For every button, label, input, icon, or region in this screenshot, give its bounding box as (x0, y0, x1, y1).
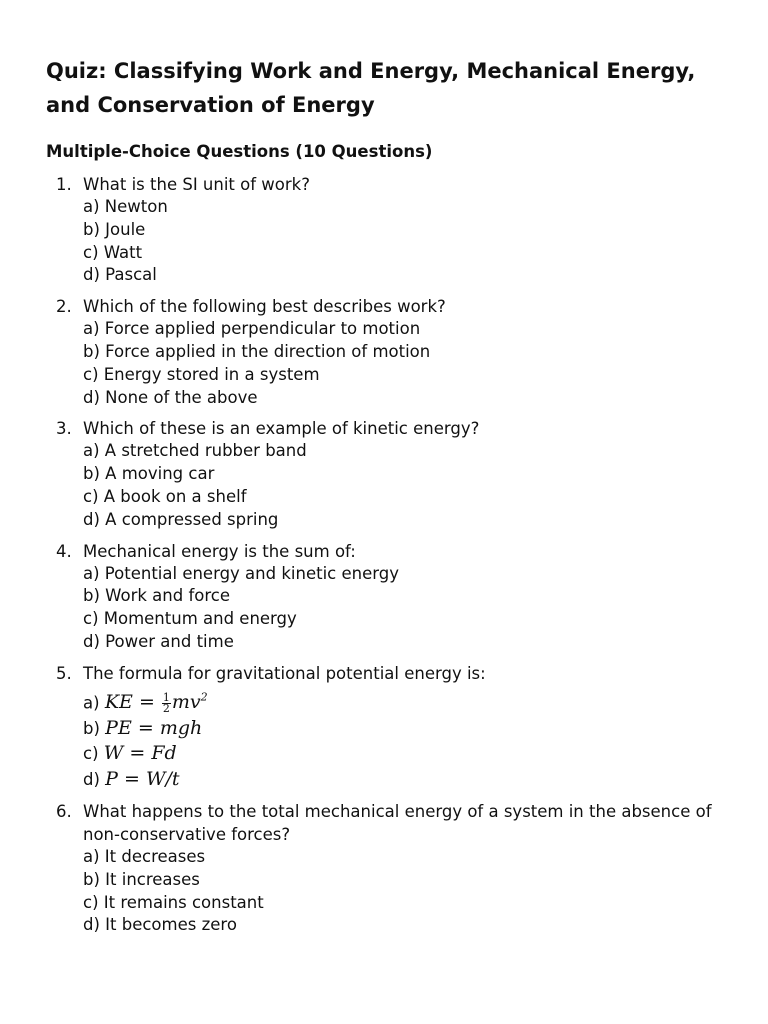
question-number: 6. (56, 802, 72, 822)
answer-option-formula (83, 741, 768, 767)
question-item (0, 800, 768, 937)
question-list (0, 173, 768, 945)
answer-option: d) A compressed spring (83, 509, 279, 529)
formula-equals: = (137, 716, 154, 739)
formula-equals: = (138, 691, 155, 714)
fraction-denominator: 2 (162, 701, 170, 715)
answer-option: c) Energy stored in a system (83, 364, 320, 384)
formula-lhs: PE (105, 716, 132, 739)
question-text: Which of the following best describes work? (83, 297, 446, 317)
answer-option: d) Pascal (83, 265, 157, 285)
question-text: What happens to the total mechanical energy of a system in the absence of non-conservative forces? (83, 802, 712, 845)
answer-option: d) It becomes zero (83, 915, 237, 935)
question-number: 5. (56, 663, 72, 683)
option-list (83, 846, 768, 937)
fraction (162, 690, 171, 715)
question-text: The formula for gravitational potential energy is: (83, 663, 486, 683)
question-number: 2. (56, 297, 72, 317)
formula (105, 717, 202, 739)
question-item (0, 295, 768, 409)
option-list (83, 318, 768, 409)
answer-option: c) A book on a shelf (83, 486, 247, 506)
formula-lhs: KE (104, 691, 133, 714)
option-prefix: c) (83, 744, 99, 764)
option-list (83, 196, 768, 287)
answer-option: b) Force applied in the direction of motion (83, 341, 431, 361)
question-number: 4. (56, 541, 72, 561)
answer-option: b) It increases (83, 869, 200, 889)
question-item (0, 417, 768, 531)
formula-exponent: 2 (200, 690, 208, 704)
page-title: Quiz: Classifying Work and Energy, Mechanical Energy, and Conservation of Energy (46, 59, 696, 117)
fraction-numerator: 1 (162, 690, 170, 704)
answer-option: a) It decreases (83, 847, 206, 867)
formula (104, 742, 177, 764)
question-number: 1. (56, 175, 72, 194)
formula-rhs: Fd (151, 742, 177, 765)
question-text: Which of these is an example of kinetic energy? (83, 419, 480, 439)
question-item (0, 662, 768, 792)
question-number: 3. (56, 419, 72, 439)
formula (105, 691, 208, 713)
answer-option: a) Newton (83, 197, 168, 216)
option-list (83, 563, 768, 654)
section-heading: Multiple-Choice Questions (10 Questions) (46, 142, 433, 161)
answer-option: a) Potential energy and kinetic energy (83, 563, 399, 583)
option-prefix: b) (83, 718, 100, 738)
formula-equals: = (129, 742, 146, 765)
answer-option: d) Power and time (83, 631, 234, 651)
question-text: What is the SI unit of work? (83, 175, 310, 194)
formula (105, 768, 179, 790)
answer-option-formula (83, 767, 768, 793)
answer-option: b) Work and force (83, 586, 231, 606)
formula-rhs: mv (171, 691, 201, 714)
formula-equals: = (124, 767, 140, 790)
formula-rhs: W/t (145, 767, 180, 790)
question-item (0, 540, 768, 654)
formula-lhs: P (105, 767, 118, 790)
formula-lhs: W (103, 742, 124, 765)
answer-option: a) A stretched rubber band (83, 441, 307, 461)
answer-option: c) Watt (83, 242, 143, 262)
answer-option: d) None of the above (83, 387, 258, 407)
answer-option-formula (83, 716, 768, 742)
option-list (83, 685, 768, 792)
answer-option: b) A moving car (83, 464, 215, 484)
answer-option: c) Momentum and energy (83, 609, 297, 629)
option-prefix: d) (83, 769, 100, 789)
answer-option: c) It remains constant (83, 892, 264, 912)
option-list (83, 440, 768, 531)
answer-option-formula (83, 685, 768, 716)
question-item (0, 173, 768, 287)
question-text: Mechanical energy is the sum of: (83, 541, 356, 561)
answer-option: a) Force applied perpendicular to motion (83, 319, 421, 339)
answer-option: b) Joule (83, 219, 146, 239)
option-prefix: a) (83, 693, 100, 713)
formula-rhs: mgh (159, 716, 203, 739)
